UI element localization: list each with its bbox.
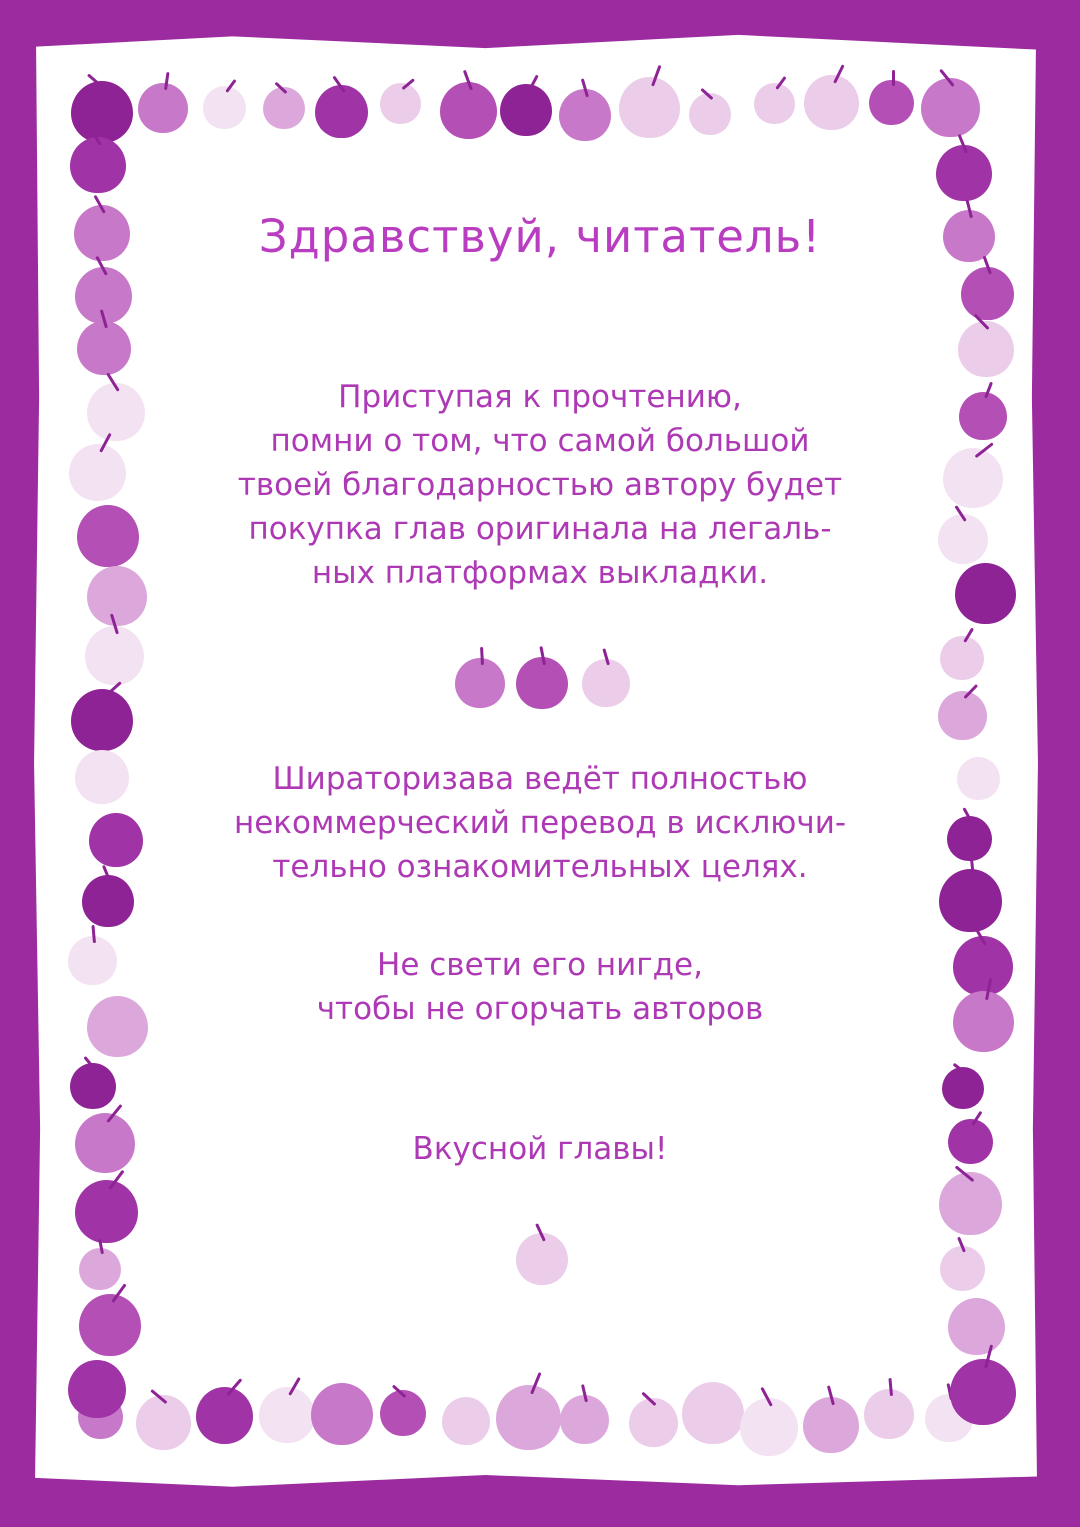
paragraph-closing bbox=[150, 1127, 930, 1171]
paragraph-line: некоммерческий перевод в исключи- bbox=[233, 805, 847, 842]
paragraph-line: покупка глав оригинала на легаль- bbox=[248, 511, 832, 548]
paragraph-do-not-share bbox=[150, 943, 930, 1031]
plum-divider bbox=[150, 655, 930, 747]
plum-icon bbox=[516, 657, 568, 709]
plum-icon bbox=[516, 1233, 568, 1285]
paragraph-line: чтобы не огорчать авторов bbox=[316, 991, 764, 1028]
paragraph-line: тельно ознакомительных целях. bbox=[272, 849, 808, 886]
paragraph-line: Не свети его нигде, bbox=[377, 947, 703, 984]
paragraph-line: твоей благодарностью автору будет bbox=[237, 467, 843, 504]
paragraph-line: помни о том, что самой большой bbox=[270, 423, 810, 460]
paragraph-line: ных платформах выкладки. bbox=[311, 555, 769, 592]
plum-divider-icons bbox=[150, 655, 930, 715]
paragraph-noncommercial bbox=[150, 757, 930, 889]
note-content bbox=[150, 210, 930, 1291]
page-title: Здравствуй, читатель! bbox=[258, 210, 822, 263]
paragraph-line: Вкусной главы! bbox=[412, 1131, 668, 1168]
paragraph-line: Приступая к прочтению, bbox=[338, 379, 742, 415]
plum-icon bbox=[455, 658, 505, 708]
paragraph-legal-purchase bbox=[150, 375, 930, 595]
paragraph-line: Шираторизава ведёт полностью bbox=[272, 761, 808, 798]
plum-closing-icon bbox=[150, 1231, 930, 1291]
plum-icon bbox=[582, 659, 630, 707]
